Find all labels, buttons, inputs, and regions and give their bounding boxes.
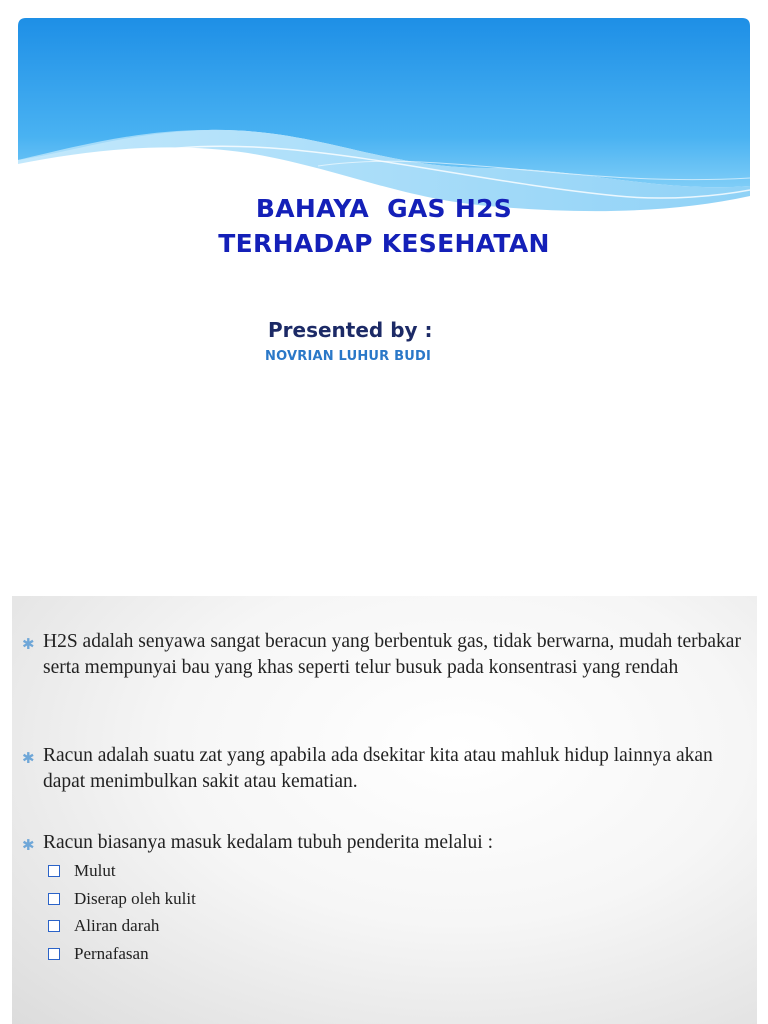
- sub-list-label: Diserap oleh kulit: [74, 889, 196, 908]
- content-slide: [12, 596, 757, 1024]
- asterisk-icon: ✱: [22, 635, 35, 653]
- presented-by-label: Presented by :: [268, 318, 433, 342]
- checkbox-icon: [48, 865, 60, 877]
- wave-header-graphic: [18, 18, 750, 218]
- checkbox-icon: [48, 920, 60, 932]
- checkbox-icon: [48, 948, 60, 960]
- bullet-text: H2S adalah senyawa sangat beracun yang berbentuk gas, tidak berwarna, mudah terbakar serta mempunyai bau yang khas seperti telur busuk pada konsentrasi yang rendah: [43, 631, 741, 678]
- asterisk-icon: ✱: [22, 749, 35, 767]
- checkbox-icon: [48, 893, 60, 905]
- presenter-name: NOVRIAN LUHUR BUDI: [265, 349, 431, 364]
- sub-list-label: Aliran darah: [74, 916, 160, 935]
- asterisk-icon: ✱: [22, 836, 35, 854]
- sub-list-label: Pernafasan: [74, 944, 149, 963]
- sub-list-label: Mulut: [74, 861, 116, 880]
- bullet-text: Racun biasanya masuk kedalam tubuh penderita melalui :: [43, 832, 493, 853]
- slide-title-line-2: TERHADAP KESEHATAN: [218, 229, 550, 258]
- slide-title-line-1: BAHAYA GAS H2S: [255, 194, 513, 223]
- bullet-text: Racun adalah suatu zat yang apabila ada dsekitar kita atau mahluk hidup lainnya akan dapat menimbulkan sakit atau kematian.: [43, 745, 713, 792]
